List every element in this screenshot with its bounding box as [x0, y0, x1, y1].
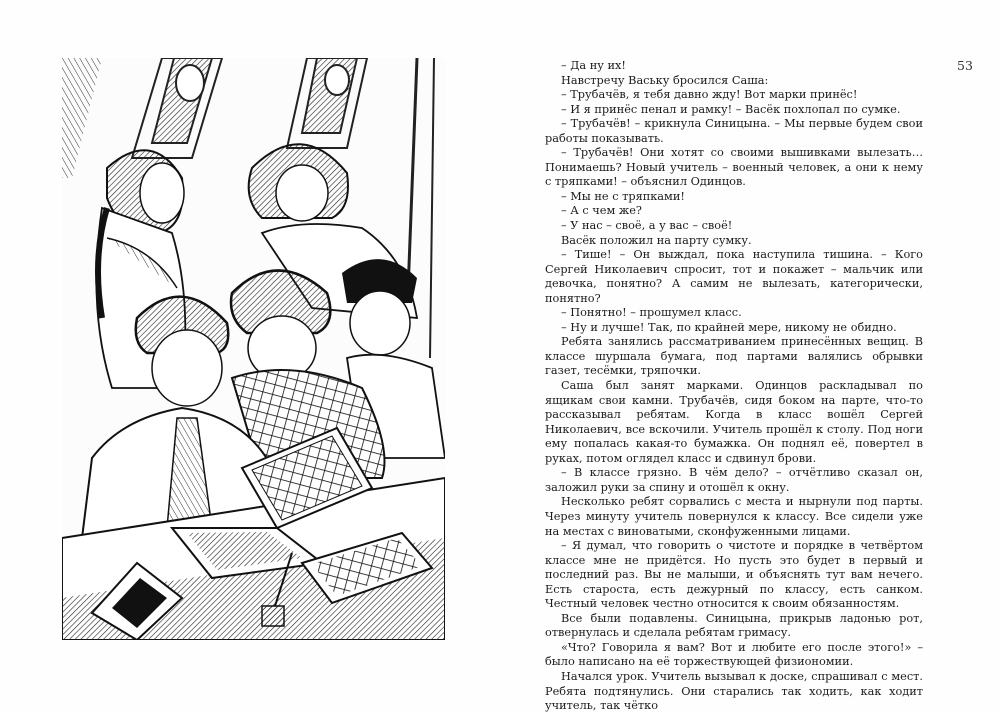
paragraph: – Тише! – Он выждал, пока наступила тишина. – Кого Сергей Николаевич спросит, тот и покажет – мальчик или девочка, понятно? А самим не вылезать, категорически, понятно? [545, 248, 923, 305]
paragraph: – В классе грязно. В чём дело? – отчётливо сказал он, заложил руки за спину и отошёл к окну. [545, 466, 923, 494]
paragraph: – Я думал, что говорить о чистоте и порядке в четвёртом классе мне не придётся. Но пусть это будет в первый и последний раз. Вы не малыши, и объяснять тут вам нечего. Есть староста, есть дежурный по классу, есть санком. Честный человек честно относится к своим обязанностям. [545, 539, 923, 611]
paragraph: – Трубачёв! Они хотят со своими вышивками вылезать… Понимаешь? Новый учитель – военный человек, а они к нему с тряпками! – объяснил Одинцов. [545, 146, 923, 189]
illustration-image [62, 58, 445, 640]
paragraph: – Мы не с тряпками! [561, 189, 685, 203]
paragraph: Несколько ребят сорвались с места и нырнули под парты. Через минуту учитель повернулся к классу. Все сидели уже на местах с виноватыми, сконфуженными лицами. [545, 495, 923, 538]
paragraph: – Понятно! – прошумел класс. [561, 306, 742, 320]
text-column [545, 59, 923, 714]
paragraph: Навстречу Ваську бросился Саша: [561, 73, 769, 87]
paragraph: Ребята занялись рассматриванием принесённых вещиц. В классе шуршала бумага, под партами валялись обрывки газет, тесёмки, тряпочки. [545, 335, 923, 378]
paragraph: – А с чем же? [561, 204, 642, 218]
paragraph: – У нас – своё, а у вас – своё! [561, 219, 733, 233]
paragraph: Васёк положил на парту сумку. [561, 233, 752, 247]
paragraph: Все были подавлены. Синицына, прикрыв ладонью рот, отвернулась и сделала ребятам гримасу. [545, 611, 923, 640]
paragraph: – Да ну их! [561, 59, 626, 72]
page-number: 53 [957, 58, 973, 73]
paragraph: Начался урок. Учитель вызывал к доске, спрашивал с мест. Ребята подтянулись. Они старались так ходить, как ходит учитель, так чётко [545, 669, 923, 713]
paragraph: – И я принёс пенал и рамку! – Васёк похлопал по сумке. [561, 102, 901, 116]
paragraph: «Что? Говорила я вам? Вот и любите его после этого!» – было написано на её торжествующей физиономии. [545, 640, 923, 669]
paragraph: – Ну и лучше! Так, по крайней мере, никому не обидно. [561, 320, 897, 334]
paragraph: – Трубачёв, я тебя давно жду! Вот марки принёс! [561, 88, 858, 102]
paragraph: Саша был занят марками. Одинцов раскладывал по ящикам свои камни. Трубачёв, сидя боком на парте, что-то рассказывал ребятам. Когда в класс вошёл Сергей Николаевич, все вскочили. Учитель прошёл к столу. Под ноги ему попалась какая-то бумажка. Он поднял её, повертел в руках, потом оглядел класс и сдвинул брови. [545, 379, 923, 465]
paragraph: – Трубачёв! – крикнула Синицына. – Мы первые будем свои работы показывать. [545, 117, 923, 145]
classroom-illustration-icon [62, 58, 445, 640]
